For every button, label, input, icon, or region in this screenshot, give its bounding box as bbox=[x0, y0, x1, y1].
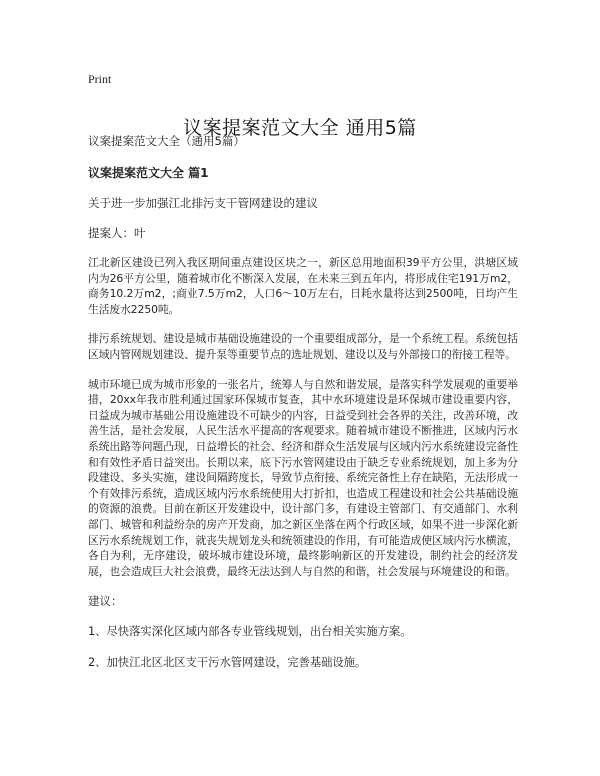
document-subtitle: 议案提案范文大全（通用5篇） bbox=[88, 134, 245, 148]
section-heading: 议案提案范文大全 篇1 bbox=[88, 166, 209, 180]
suggestions-label: 建议： bbox=[88, 594, 123, 609]
print-link[interactable]: Print bbox=[88, 72, 112, 86]
proposer: 提案人：叶 bbox=[88, 226, 146, 240]
document-body bbox=[88, 133, 518, 671]
page-title: 议案提案范文大全 通用5篇 bbox=[183, 116, 417, 139]
proposal-title: 关于进一步加强江北排污支干管网建设的建议 bbox=[88, 196, 318, 210]
suggestion-item: 2、加快江北区北区支干污水管网建设，完善基础设施。 bbox=[88, 656, 367, 670]
suggestion-item: 1、尽快落实深化区域内部各专业管线规划，出台相关实施方案。 bbox=[88, 625, 412, 639]
paragraph-drainage-system: 排污系统规划、建设是城市基础设施建设的一个重要组成部分，是一个系统工程。系统包括区域内管网规划建设、提升泵等重要节点的选址规划、建设以及与外部接口的衔接工程等。 bbox=[88, 332, 518, 361]
paragraph-urban-environment: 城市环境已成为城市形象的一张名片，统筹人与自然和谐发展，是落实科学发展观的重要举措，20xx年我市胜利通过国家环保城市复查，其中水环境建设是环保城市建设重要内容，日益成为城市基础公用设施建设不可缺少的内容，日益受到社会各界的关注，改善环境，改善生活，是社会发展，人民生活水平提高的客观要求。随着城市建设不断推进，区域内污水系统出路等问题凸现，日益增长的社会、经济和群众生活发展与区域内污水系统建设完备性和有效性矛盾日益突出。长期以来，底下污水管网建设由于缺乏专业系统规划，加上多为分段建设、多头实施，建设间隔跨度长，导致节点衔接、系统完备性上存在缺陷，无法形成一个有效排污系统，造成区域内污水系统使用大打折扣，也造成工程建设和社会公共基础设施的资源的浪费。目前在新区开发建设中，设计部门多，有建设主管部门、有交通部门、水利部门、城管和利益纷杂的房产开发商，加之新区坐落在两个行政区域，如果不进一步深化新区污水系统规划工作，就丧失规划龙头和统领建设的作用，有可能造成使区域内污水横流，各自为利，无序建设，破坏城市建设环境，最终影响新区的开发建设，制约社会的经济发展，也会造成巨大社会浪费，最终无法达到人与自然的和谐，社会发展与环境建设的和谐。 bbox=[88, 377, 518, 578]
paragraph-background: 江北新区建设已列入我区期间重点建设区块之一，新区总用地面积39平方公里，洪塘区域内为26平方公里，随着城市化不断深入发展，在未来三到五年内，将形成住宅191万m2，商务10.2万m2，;商业7.5万m2，人口6～10万左右，日耗水量将达到2500吨，日均产生生活废水2250吨。 bbox=[88, 256, 518, 316]
